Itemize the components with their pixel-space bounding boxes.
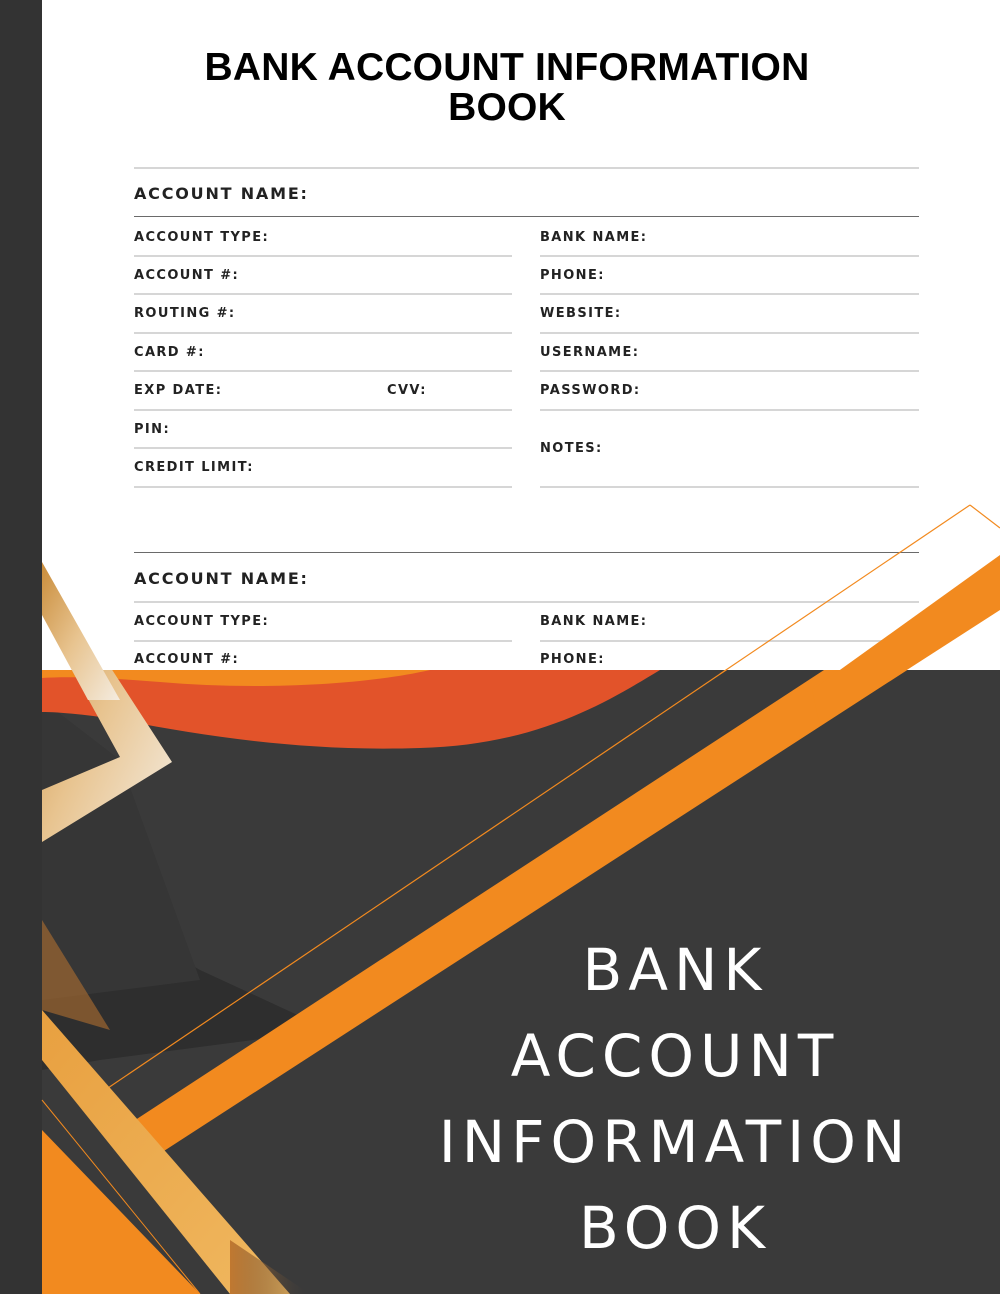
account-number-label: ACCOUNT #: (134, 268, 240, 283)
cvv-label: CVV: (387, 383, 427, 398)
field-line (540, 370, 919, 372)
page-title-line1: BANK ACCOUNT INFORMATION (204, 46, 810, 89)
divider (134, 216, 919, 217)
field-line (134, 255, 512, 257)
field-line (540, 332, 919, 334)
inner-page-preview (42, 0, 1000, 670)
account-type-label: ACCOUNT TYPE: (134, 230, 270, 245)
routing-number-label: ROUTING #: (134, 306, 236, 321)
pin-label: PIN: (134, 422, 171, 437)
username-label: USERNAME: (540, 345, 640, 360)
bank-name-label: BANK NAME: (540, 230, 648, 245)
field-line (540, 255, 919, 257)
field-line (540, 293, 919, 295)
password-label: PASSWORD: (540, 383, 641, 398)
cover-title-line2: ACCOUNT (510, 1022, 840, 1090)
website-label: WEBSITE: (540, 306, 622, 321)
account-type-label-2: ACCOUNT TYPE: (134, 614, 270, 629)
account-name-label-2: ACCOUNT NAME: (134, 569, 309, 588)
notes-label: NOTES: (540, 441, 603, 456)
page-title-line2: BOOK (448, 86, 566, 129)
field-line (134, 370, 512, 372)
exp-date-label: EXP DATE: (134, 383, 223, 398)
card-number-label: CARD #: (134, 345, 205, 360)
field-line (134, 447, 512, 449)
field-line (134, 486, 512, 488)
divider (134, 601, 919, 603)
cover-title-line4: BOOK (578, 1194, 772, 1262)
field-line (134, 332, 512, 334)
field-line (134, 409, 512, 411)
field-line (134, 640, 512, 642)
divider (134, 552, 919, 553)
field-line (134, 293, 512, 295)
credit-limit-label: CREDIT LIMIT: (134, 460, 254, 475)
cover-title-line1: BANK (582, 936, 768, 1004)
phone-label-2: PHONE: (540, 652, 605, 667)
divider (134, 167, 919, 169)
field-line (540, 640, 919, 642)
account-number-label-2: ACCOUNT #: (134, 652, 240, 667)
left-spine (0, 0, 42, 1294)
field-line (540, 486, 919, 488)
cover-title-line3: INFORMATION (438, 1108, 912, 1176)
account-name-label: ACCOUNT NAME: (134, 184, 309, 203)
field-line (540, 409, 919, 411)
phone-label: PHONE: (540, 268, 605, 283)
bank-name-label-2: BANK NAME: (540, 614, 648, 629)
